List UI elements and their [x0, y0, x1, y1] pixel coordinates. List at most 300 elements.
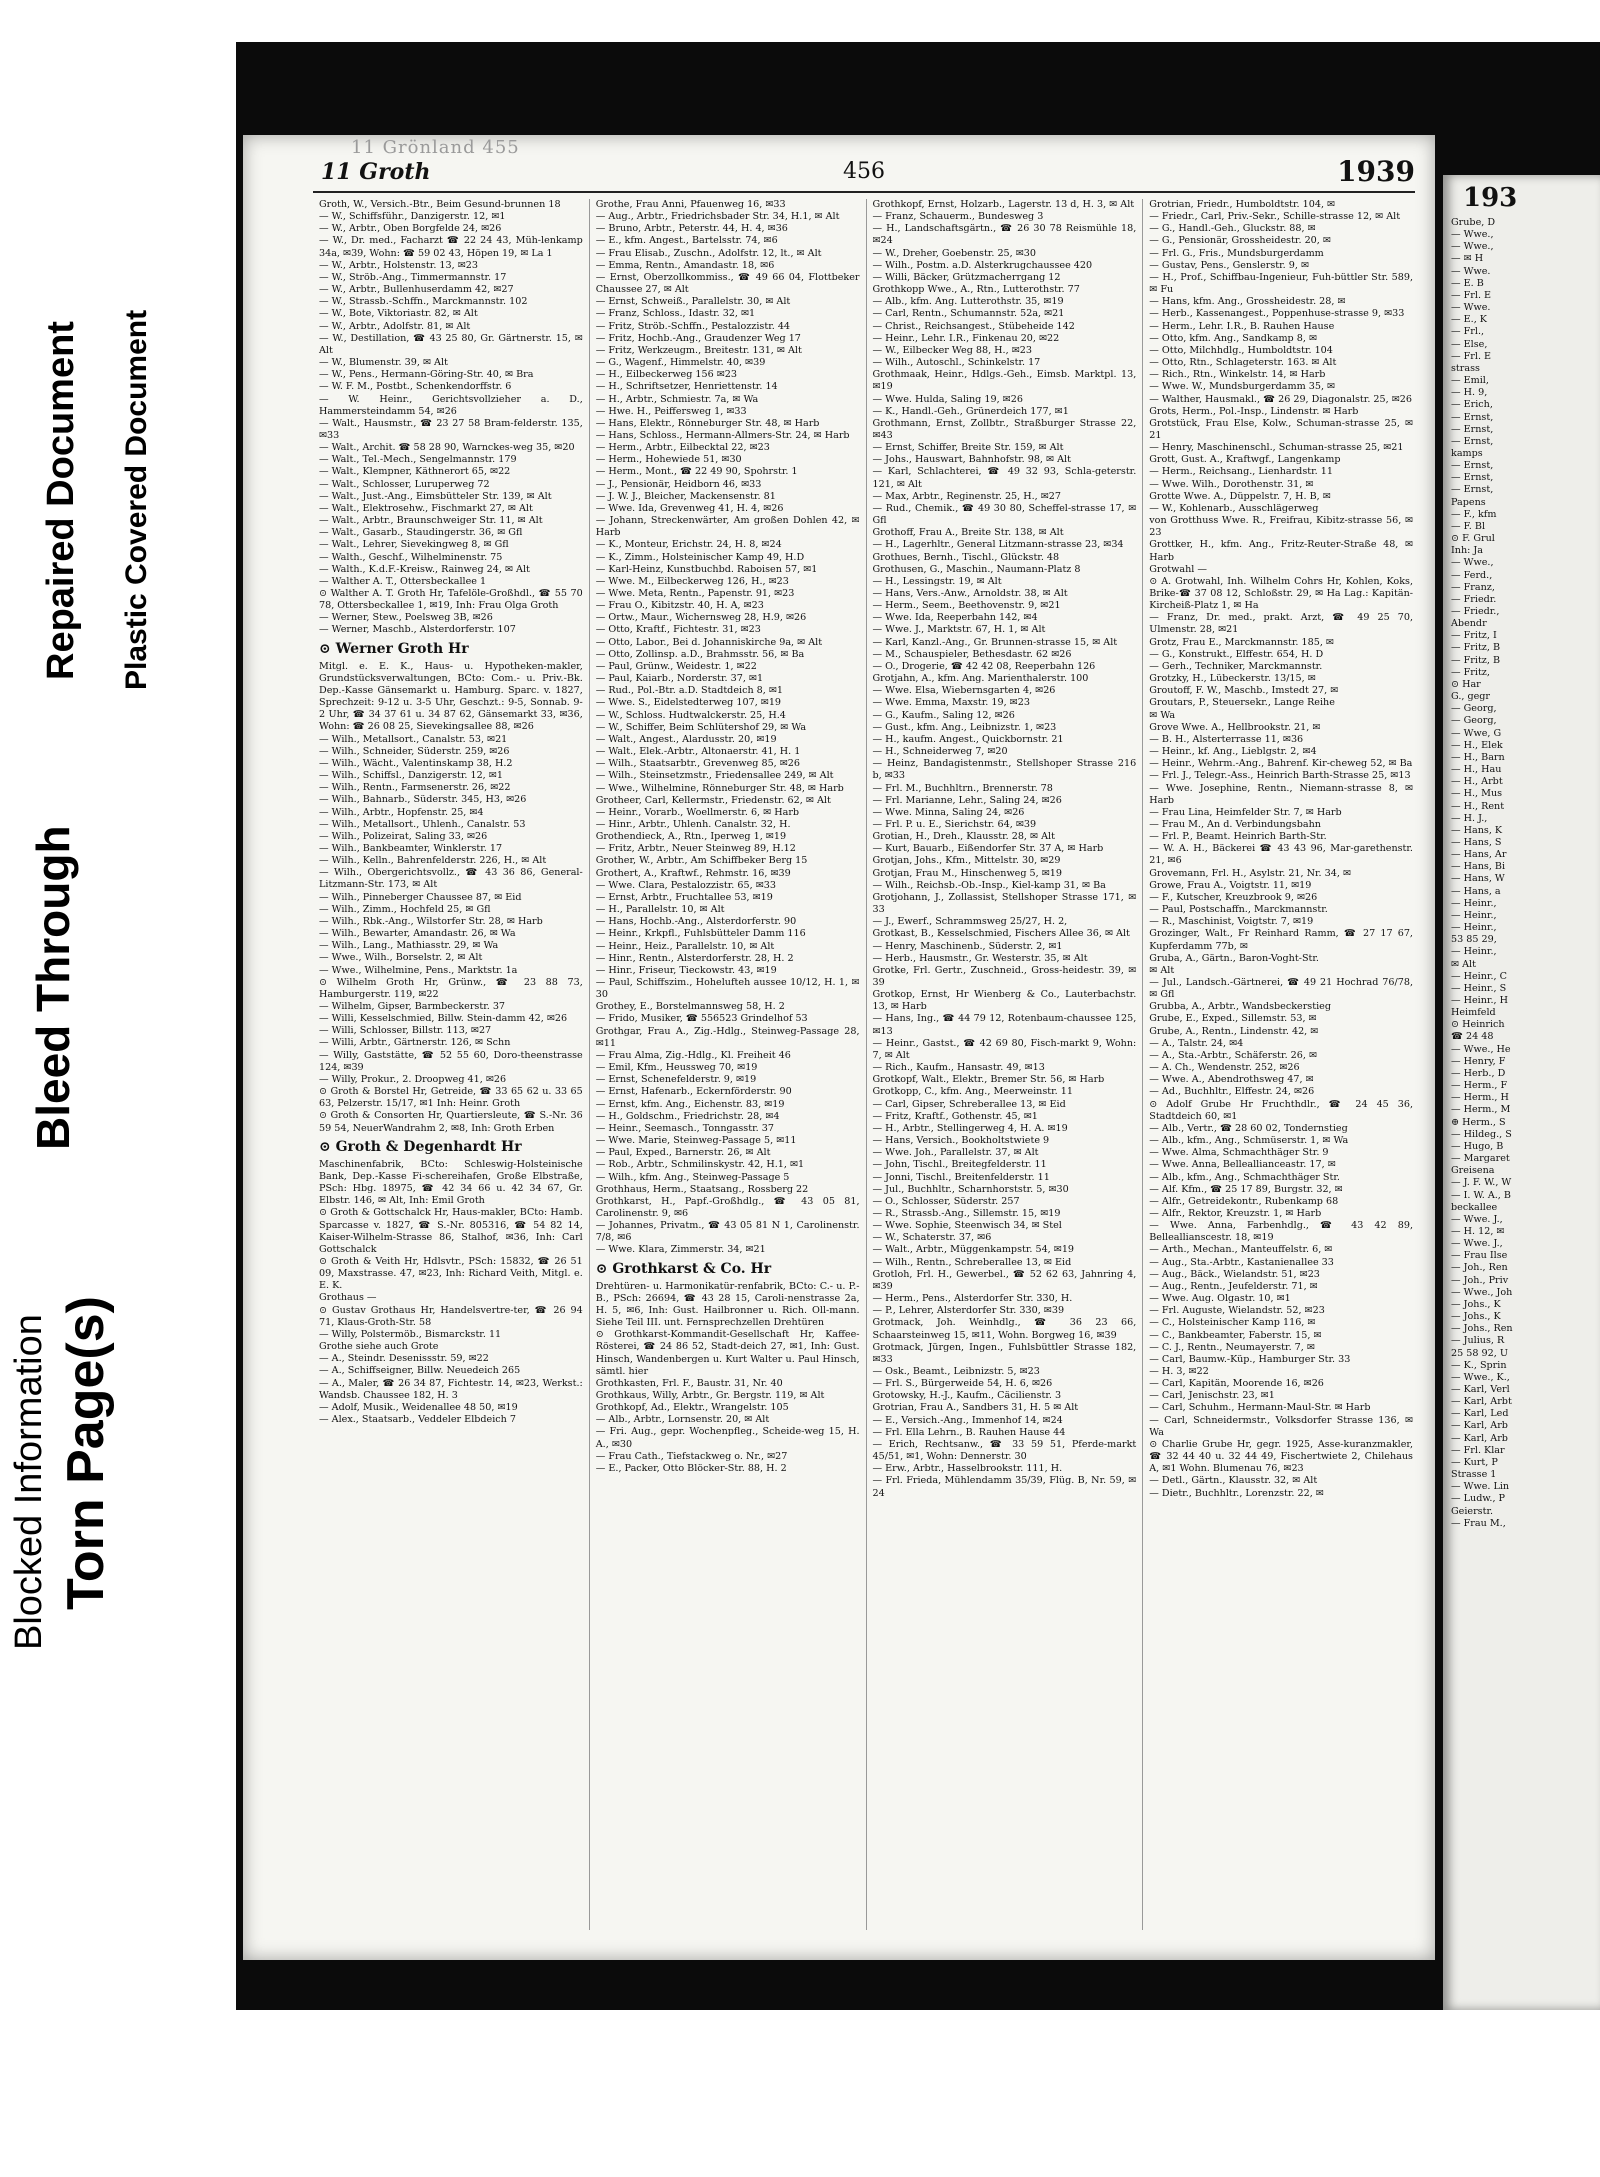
- directory-entry: — Wwe., Wilh., Borselstr. 2, ✉ Alt: [319, 952, 483, 964]
- adjacent-entry-fragment: — Joh., Priv: [1451, 1274, 1509, 1286]
- directory-entry: Grotjan, Frau M., Hinschenweg 5, ✉19: [872, 867, 1062, 879]
- directory-entry: — Alb., kfm., Ang., Schmachthäger Str.: [1149, 1171, 1340, 1183]
- directory-entry: — Franz, Schauerm., Bundesweg 3: [872, 211, 1044, 223]
- adjacent-entry-fragment: — Ernst,: [1451, 435, 1494, 447]
- directory-entry: Grotzky, H., Lübeckerstr. 13/15, ✉: [1149, 673, 1316, 685]
- adjacent-entry-fragment: — H., Hau: [1451, 764, 1502, 776]
- directory-entry: — John, Tischl., Breitegfelderstr. 11: [872, 1159, 1047, 1171]
- adjacent-entry-fragment: — Fritz, B: [1451, 642, 1501, 654]
- directory-entry: — Wwe. Alma, Schmachthäger Str. 9: [1149, 1147, 1329, 1159]
- torn-pages-label: Torn Page(s): [57, 1296, 115, 1610]
- directory-entry: — H., Arbtr., Schmiestr. 7a, ✉ Wa: [595, 393, 759, 405]
- directory-entry: — Bruno, Arbtr., Peterstr. 44, H. 4, ✉36: [595, 223, 788, 235]
- directory-entry: — Hans, Hochb.-Ang., Alsterdorferstr. 90: [595, 916, 797, 928]
- directory-entry: — H., Landschaftsgärtn., ☎ 26 30 78 Reismühle 18, ✉24: [872, 223, 1137, 247]
- directory-entry: — Walther, Hausmakl., ☎ 26 29, Diagonalstr. 25, ✉26: [1149, 393, 1412, 405]
- adjacent-entry-fragment: — Ludw., P: [1451, 1493, 1506, 1505]
- directory-entry: — C., Bankbeamter, Faberstr. 15, ✉: [1149, 1329, 1322, 1341]
- directory-entry: — Walth., K.d.F.-Kreisw., Rainweg 24, ✉ Alt: [319, 563, 530, 575]
- directory-entry: Grotkopf, Walt., Elektr., Bremer Str. 56, ✉ Harb: [872, 1074, 1105, 1086]
- directory-entry: — Heinr., Krkpfl., Fuhlsbütteler Damm 116: [595, 928, 806, 940]
- directory-entry: — Heinr., Wehrm.-Ang., Bahrenf. Kir-cheweg 52, ✉ Ba: [1149, 758, 1413, 770]
- directory-entry: — Fri. Aug., gepr. Wochenpfleg., Scheide-weg 15, H. A., ✉30: [595, 1426, 860, 1450]
- directory-entry: — Herm., Lehr. I.R., B. Rauhen Hause: [1149, 320, 1335, 332]
- adjacent-entry-fragment: — F., kfm: [1451, 508, 1497, 520]
- directory-entry: — Walt., Tel.-Mech., Sengelmannstr. 179: [319, 454, 517, 466]
- directory-entry: — Rich., Rtn., Winkelstr. 14, ✉ Harb: [1149, 369, 1326, 381]
- directory-entry: — Fritz, Kraftf., Gothenstr. 45, ✉1: [872, 1110, 1038, 1122]
- directory-entry: — F., Kutscher, Kreuzbrook 9, ✉26: [1149, 891, 1318, 903]
- directory-entry: — C. J., Rentn., Neumayerstr. 7, ✉: [1149, 1341, 1315, 1353]
- directory-entry: — Franz, Schloss., Idastr. 32, ✉1: [595, 308, 756, 320]
- adjacent-entry-fragment: — Frau Ilse: [1451, 1250, 1508, 1262]
- directory-entry: — Johs., Hauswart, Bahnhofstr. 98, ✉ Alt: [872, 454, 1071, 466]
- directory-entry: — Gust., kfm. Ang., Leibnizstr. 1, ✉23: [872, 721, 1057, 733]
- directory-entry: — W. Heinr., Gerichtsvollzieher a. D., Hammersteindamm 54, ✉26: [319, 393, 583, 417]
- directory-entry: — W. A. H., Bäckerei ☎ 43 43 96, Mar-garethenstr. 21, ✉6: [1149, 843, 1413, 867]
- directory-entry: — Frl. M., Buchhltrn., Brennerstr. 78: [872, 782, 1053, 794]
- adjacent-entry-fragment: — Erich,: [1451, 399, 1493, 411]
- adjacent-entry-fragment: — Frau M.,: [1451, 1517, 1506, 1529]
- directory-entry: — Emma, Rentn., Amandastr. 18, ✉6: [595, 259, 775, 271]
- directory-entry: — Frau Cath., Tiefstackweg o. Nr., ✉27: [595, 1450, 788, 1462]
- directory-entry: — Wwe., Wilhelmine, Pens., Marktstr. 1a: [319, 964, 518, 976]
- directory-entry: — R., Strassb.-Ang., Sillemstr. 15, ✉19: [872, 1207, 1061, 1219]
- directory-entry: — Walt., Hausmstr., ☎ 23 27 58 Bram-felderstr. 135, ✉33: [319, 417, 583, 441]
- adjacent-entry-fragment: — Fritz,: [1451, 666, 1490, 678]
- directory-entry: — A., Schiffseigner, Billw. Neuedeich 265: [319, 1365, 521, 1377]
- directory-entry: Groth, W., Versich.-Btr., Beim Gesund-brunnen 18: [319, 199, 561, 210]
- directory-entry: — Hinr., Arbtr., Uhlenh. Canalstr. 32, H.: [595, 818, 791, 830]
- directory-entry: Grothey, E., Borstelmannsweg 58, H. 2: [595, 1001, 785, 1013]
- directory-entry: — Wwe. Anna, Farbenhdlg., ☎ 43 42 89, Belleallianscestr. 18, ✉19: [1149, 1220, 1413, 1244]
- directory-entry: — Wwe. Aug. Olgastr. 10, ✉1: [1149, 1293, 1291, 1305]
- adjacent-entry-fragment: — Karl, Verl: [1451, 1384, 1510, 1395]
- adjacent-entry-fragment: — Wwe.,: [1451, 557, 1494, 569]
- adjacent-page-header: 193: [1463, 183, 1518, 213]
- directory-entry: — Willi, Kesselschmied, Billw. Stein-damm 42, ✉26: [319, 1013, 568, 1025]
- adjacent-entry-fragment: 53 85 29,: [1451, 934, 1497, 946]
- directory-entry: — Walt., Arbtr., Müggenkampstr. 54, ✉19: [872, 1244, 1075, 1256]
- directory-entry: Grotkop, Ernst, Hr Wienberg & Co., Lauterbachstr. 13, ✉ Harb: [872, 989, 1137, 1013]
- adjacent-entry-fragment: — Heinr.,: [1451, 922, 1497, 934]
- adjacent-entry-fragment: — Joh., Ren: [1451, 1262, 1508, 1274]
- directory-entry: — Walt., Schlosser, Luruperweg 72: [319, 478, 490, 490]
- directory-entry: Grottker, H., kfm. Ang., Fritz-Reuter-Straße 48, ✉ Harb: [1149, 539, 1413, 563]
- directory-entry: — H., Lagerhltr., General Litzmann-strasse 23, ✉34: [872, 539, 1124, 551]
- adjacent-entry-fragment: — Hugo, B: [1451, 1140, 1504, 1152]
- directory-entry: — P., Lehrer, Alsterdorfer Str. 330, ✉39: [872, 1305, 1065, 1317]
- directory-entry: Grothendieck, A., Rtn., Iperweg 1, ✉19: [595, 831, 787, 843]
- adjacent-entry-fragment: — Fritz, I: [1451, 630, 1497, 642]
- directory-entry: — Carl, Schuhm., Hermann-Maul-Str. ✉ Harb: [1149, 1402, 1371, 1414]
- directory-entry: — Alb., kfm. Ang. Lutterothstr. 35, ✉19: [872, 296, 1064, 308]
- directory-entry: — Karl, Schlachterei, ☎ 49 32 93, Schla-geterstr. 121, ✉ Alt: [872, 466, 1137, 490]
- directory-entry: — Wwe. Wilh., Dorothenstr. 31, ✉: [1149, 478, 1314, 490]
- directory-entry: — H. 3, ✉22: [1149, 1366, 1209, 1377]
- adjacent-entry-fragment: ⊙ Heinrich: [1451, 1019, 1505, 1031]
- adjacent-entry-fragment: kamps: [1451, 447, 1483, 459]
- directory-entry: — Ernst, kfm. Ang., Eichenstr. 83, ✉19: [595, 1098, 785, 1110]
- directory-entry: — Rob., Arbtr., Schmilinskystr. 42, H.1, ✉1: [595, 1159, 805, 1171]
- directory-entry: — A., Sta.-Arbtr., Schäferstr. 26, ✉: [1149, 1049, 1318, 1061]
- adjacent-entry-fragment: — Hans, a: [1451, 885, 1501, 897]
- adjacent-entry-fragment: — Karl, Arbt: [1451, 1396, 1512, 1408]
- adjacent-entry-fragment: — Heinr., S: [1451, 982, 1507, 994]
- adjacent-entry-fragment: 25 58 92, U: [1451, 1347, 1508, 1359]
- directory-entry: ✉ Wa: [1149, 709, 1176, 721]
- directory-entry: Grothaus —: [319, 1292, 377, 1304]
- directory-entry: — Wilh., Zimm., Hochfeld 25, ✉ Gfl: [319, 903, 491, 915]
- directory-entry: — Wwe. Joh., Parallelstr. 37, ✉ Alt: [872, 1147, 1039, 1159]
- directory-entry: Grotstück, Frau Else, Kolw., Schuman-strasse 25, ✉21: [1149, 417, 1413, 441]
- adjacent-page-lines: [1443, 217, 1600, 1530]
- directory-entry: — O., Schlosser, Süderstr. 257: [872, 1195, 1020, 1207]
- directory-entry: — Ernst, Oberzollkommiss., ☎ 49 66 04, Flottbeker Chaussee 27, ✉ Alt: [595, 271, 860, 296]
- directory-entry: — Erich, Rechtsanw., ☎ 33 59 51, Pferde-markt 45/51, ✉1, Wohn: Dennerstr. 30: [872, 1438, 1137, 1463]
- directory-entry: — Frau O., Kibitzstr. 40, H. A, ✉23: [595, 600, 764, 612]
- directory-entry: — J., Pensionär, Heidborn 46, ✉33: [595, 478, 762, 490]
- directory-entry: — Walth., Geschf., Wilhelminenstr. 75: [319, 551, 503, 563]
- directory-entry: — Wwe. A., Abendrothsweg 47, ✉: [1149, 1074, 1314, 1086]
- directory-entry: — Frl. S., Bürgerweide 54, H. 6, ✉26: [872, 1378, 1053, 1390]
- directory-entry: — Wilh., Rentn., Schreberallee 13, ✉ Eid: [872, 1256, 1072, 1268]
- adjacent-entry-fragment: Heimfeld: [1451, 1007, 1496, 1019]
- directory-entry: — Alb., Arbtr., Lornsenstr. 20, ✉ Alt: [595, 1414, 770, 1426]
- directory-entry: — H., Parallelstr. 10, ✉ Alt: [595, 904, 725, 916]
- adjacent-entry-fragment: — Henry, F: [1451, 1055, 1506, 1067]
- directory-entry: Grothusen, G., Maschin., Naumann-Platz 8: [872, 563, 1081, 575]
- directory-entry: — H., Arbtr., Stellingerweg 4, H. A. ✉19: [872, 1122, 1068, 1134]
- directory-entry: — Wwe. Clara, Pestalozzistr. 65, ✉33: [595, 879, 776, 891]
- directory-entry: — Frau M., An d. Verbindungsbahn: [1149, 818, 1321, 830]
- directory-entry: — Wwe. Ida, Reeperbahn 142, ✉4: [872, 612, 1038, 624]
- adjacent-entry-fragment: — Franz,: [1451, 581, 1495, 593]
- adjacent-entry-fragment: — Frl. Klar: [1451, 1444, 1505, 1456]
- column-4: [1143, 199, 1419, 1930]
- directory-entry: — Wwe., Wilhelmine, Rönneburger Str. 48, ✉ Harb: [595, 782, 844, 794]
- directory-entry: — Wwe. Minna, Saling 24, ✉26: [872, 806, 1025, 818]
- directory-entry: — Frl. Auguste, Wielandstr. 52, ✉23: [1149, 1305, 1325, 1317]
- directory-entry: — Fritz, Werkzeugm., Breitestr. 131, ✉ Alt: [595, 344, 802, 356]
- page-header: [313, 157, 1415, 193]
- directory-entry: Grotowsky, H.-J., Kaufm., Cäcilienstr. 3: [872, 1390, 1062, 1402]
- directory-entry: — A., Maler, ☎ 26 34 87, Fichtestr. 14, ✉23, Werkst.: Wandsb. Chaussee 182, H. 3: [319, 1377, 583, 1401]
- adjacent-entry-fragment: — Friedr.,: [1451, 606, 1500, 617]
- directory-entry: — Wilh., Schiffsl., Danzigerstr. 12, ✉1: [319, 770, 503, 782]
- adjacent-entry-fragment: — Karl, Arb: [1451, 1420, 1508, 1432]
- adjacent-entry-fragment: — Hans, Ar: [1451, 849, 1507, 861]
- adjacent-entry-fragment: — H. J.,: [1451, 812, 1488, 824]
- directory-entry: Grubba, A., Arbtr., Wandsbeckerstieg: [1149, 1001, 1331, 1013]
- directory-entry: Grove Wwe. A., Hellbrookstr. 21, ✉: [1149, 721, 1321, 733]
- directory-entry: ⊙ Groth & Degenhardt Hr: [319, 1138, 522, 1155]
- directory-entry: Grotjan, Johs., Kfm., Mittelstr. 30, ✉29: [872, 855, 1061, 867]
- directory-entry: — Alb., Vertr., ☎ 28 60 02, Tondernstieg: [1149, 1122, 1348, 1134]
- directory-entry: Grotke, Frl. Gertr., Zuschneid., Gross-heidestr. 39, ✉39: [872, 964, 1137, 988]
- adjacent-entry-fragment: — Hildeg., S: [1451, 1128, 1512, 1140]
- directory-entry: — Alf. Kfm., ☎ 25 17 89, Burgstr. 32, ✉: [1149, 1183, 1343, 1195]
- directory-entry: von Grotthuss Wwe. R., Freifrau, Kibitz-strasse 56, ✉23: [1149, 515, 1413, 539]
- directory-entry: — Herb., Hausmstr., Gr. Westerstr. 35, ✉ Alt: [872, 952, 1088, 964]
- adjacent-entry-fragment: — Frl. E: [1451, 289, 1492, 301]
- directory-entry: — Herb., Kassenangest., Poppenhuse-strasse 9, ✉33: [1149, 308, 1405, 320]
- directory-entry: Grotmack, Joh. Weinhdlg., ☎ 36 23 66, Schaarsteinweg 15, ✉11, Wohn. Borgweg 16, ✉39: [872, 1317, 1137, 1341]
- directory-entry: — Gustav, Pens., Genslerstr. 9, ✉: [1149, 259, 1309, 271]
- directory-entry: Drehtüren- u. Harmonikatür-renfabrik, BCto: C.- u. P.-B., PSch: 26694, ☎ 43 28 15, Caroli-nenstrasse 2a, H. 5, ✉6, Inh: Gust. Hailbronner u. Rich. Oll-mann. Siehe Teil III. unt. Fernsprechzellen Drehtüren: [595, 1280, 860, 1329]
- directory-entry: Gruba, A., Gärtn., Baron-Voght-Str.: [1149, 952, 1319, 964]
- directory-entry: — W., Schloss. Hudtwalckerstr. 25, H.4: [595, 709, 786, 721]
- directory-entry: Grothhaus, Herm., Staatsang., Rossberg 22: [595, 1183, 809, 1195]
- directory-entry: — Wilh., Polizeirat, Saling 33, ✉26: [319, 830, 488, 842]
- directory-entry: — O., Drogerie, ☎ 42 42 08, Reeperbahn 126: [872, 660, 1096, 672]
- directory-entry: Groutars, P., Steuersekr., Lange Reihe: [1149, 697, 1335, 709]
- directory-entry: — W., Ströb.-Ang., Timmermannstr. 17: [319, 271, 507, 283]
- directory-entry: — Herm., Hohewiede 51, ✉30: [595, 454, 742, 466]
- directory-entry: Grotian, H., Dreh., Klausstr. 28, ✉ Alt: [872, 831, 1055, 843]
- directory-entry: — Gerh., Techniker, Marckmannstr.: [1149, 660, 1323, 672]
- directory-entry: Grothkasten, Frl. F., Baustr. 31, Nr. 40: [595, 1377, 783, 1389]
- header-year: 1939: [1337, 155, 1415, 188]
- blocked-information-label: Blocked Information: [8, 1314, 50, 1650]
- directory-entry: — Osk., Beamt., Leibnizstr. 5, ✉23: [872, 1366, 1040, 1377]
- adjacent-entry-fragment: — I. W. A., B: [1451, 1189, 1511, 1201]
- directory-entry: — Arth., Mechan., Manteuffelstr. 6, ✉: [1149, 1244, 1333, 1256]
- directory-entry: — Hans, kfm. Ang., Grossheidestr. 28, ✉: [1149, 296, 1346, 308]
- directory-entry: — Hinr., Rentn., Alsterdorferstr. 28, H. 2: [595, 952, 794, 964]
- adjacent-entry-fragment: ⊙ Har: [1451, 678, 1481, 690]
- adjacent-entry-fragment: Inh: Ja: [1451, 545, 1483, 557]
- directory-entry: Grovemann, Frl. H., Asylstr. 21, Nr. 34, ✉: [1149, 867, 1351, 879]
- directory-entry: — Wilh., Bewarter, Amandastr. 26, ✉ Wa: [319, 928, 516, 940]
- directory-entry: — K., Monteur, Erichstr. 24, H. 8, ✉24: [595, 539, 782, 551]
- directory-entry: — Heinr., kf. Ang., Lieblgstr. 2, ✉4: [1149, 746, 1317, 758]
- adjacent-entry-fragment: — Herm., F: [1451, 1080, 1508, 1092]
- directory-entry: — Carl, Kapitän, Moorende 16, ✉26: [1149, 1378, 1324, 1390]
- directory-entry: — Hans, Versich., Bookholtstwiete 9: [872, 1135, 1050, 1147]
- directory-entry: Grothkaus, Willy, Arbtr., Gr. Bergstr. 119, ✉ Alt: [595, 1390, 825, 1401]
- directory-entry: — W., Dr. med., Facharzt ☎ 22 24 43, Müh-lenkamp 34a, ✉39, Wohn: ☎ 59 02 43, Höpen 19, ✉ La 1: [319, 235, 583, 259]
- page-number: 456: [843, 159, 885, 184]
- adjacent-entry-fragment: — Heinr.,: [1451, 909, 1497, 921]
- adjacent-entry-fragment: — H. 9,: [1451, 387, 1488, 399]
- adjacent-entry-fragment: — Hans, Bi: [1451, 861, 1506, 873]
- directory-entry: Grotz, Frau E., Marckmannstr. 185, ✉: [1149, 636, 1334, 648]
- adjacent-entry-fragment: strass: [1451, 362, 1480, 374]
- directory-entry: — Wilh., Rentn., Farmsenerstr. 26, ✉22: [319, 782, 511, 794]
- directory-entry: — Heinr., Lehr. I.R., Finkenau 20, ✉22: [872, 332, 1060, 344]
- directory-entry: — Henry, Maschinenschl., Schuman-strasse 25, ✉21: [1149, 442, 1404, 454]
- directory-entry: — Frido, Musiker, ☎ 556523 Grindelhof 53: [595, 1013, 808, 1025]
- directory-entry: Maschinenfabrik, BCto: Schleswig-Holsteinische Bank, Dep.-Kasse Fi-schereihafen, Große Elbstraße, PSch: Hbg. 18975, ☎ 42 34 66 u. 42 34 67, Gr. Elbstr. 146, ✉ Alt, Inh: Emil Groth: [319, 1158, 583, 1207]
- directory-entry: — Wwe. Josephine, Rentn., Niemann-strasse 8, ✉ Harb: [1149, 782, 1413, 806]
- adjacent-entry-fragment: — Herm., M: [1451, 1104, 1511, 1116]
- directory-entry: Grothkarst, H., Papf.-Großhdlg., ☎ 43 05 81, Carolinenstr. 9, ✉6: [595, 1195, 860, 1219]
- directory-entry: — Heinr., Heiz., Parallelstr. 10, ✉ Alt: [595, 940, 775, 952]
- directory-entry: — Walt., Archit. ☎ 58 28 90, Warnckes-weg 35, ✉20: [319, 442, 575, 454]
- directory-entry: — Aug., Bäck., Wielandstr. 51, ✉23: [1149, 1268, 1320, 1280]
- directory-entry: — Wilh., Pinneberger Chaussee 87, ✉ Eid: [319, 891, 522, 903]
- directory-entry: — Walt., Angest., Alardusstr. 20, ✉19: [595, 733, 777, 745]
- adjacent-entry-fragment: ✉ Alt: [1451, 958, 1476, 970]
- directory-entry: — Herm., Mont., ☎ 22 49 90, Spohrstr. 1: [595, 466, 798, 478]
- directory-entry: Grozinger, Walt., Fr Reinhard Ramm, ☎ 27 17 67, Kupferdamm 77b, ✉: [1149, 928, 1413, 952]
- directory-entry: Grotmack, Jürgen, Ingen., Fuhlsbüttler Strasse 182, ✉33: [872, 1341, 1137, 1365]
- directory-entry: — H., kaufm. Angest., Quickbornstr. 21: [872, 733, 1064, 745]
- plastic-covered-document-label: Plastic Covered Document: [120, 309, 153, 690]
- directory-entry: — Hans, Vers.-Anw., Arnoldstr. 38, ✉ Alt: [872, 588, 1068, 599]
- directory-entry: — Wilh., kfm. Ang., Steinweg-Passage 5: [595, 1171, 790, 1183]
- directory-entry: — Fritz, Ströb.-Schffn., Pestalozzistr. 44: [595, 320, 791, 332]
- directory-entry: — Friedr., Carl, Priv.-Sekr., Schille-strasse 12, ✉ Alt: [1149, 211, 1401, 223]
- directory-entry: — Heinr., Vorarb., Woellmerstr. 6, ✉ Harb: [595, 806, 800, 818]
- directory-entry: Grotrian, Friedr., Humboldtstr. 104, ✉: [1149, 199, 1336, 210]
- directory-entry: — Wwe. Ida, Grevenweg 41, H. 4, ✉26: [595, 502, 784, 514]
- directory-entry: ⊙ Grothkarst & Co. Hr: [595, 1260, 772, 1277]
- directory-entry: — Wilh., Metallsort., Canalstr. 53, ✉21: [319, 733, 508, 745]
- directory-entry: — E., Versich.-Ang., Immenhof 14, ✉24: [872, 1414, 1063, 1426]
- adjacent-entry-fragment: — Ernst,: [1451, 484, 1494, 496]
- adjacent-entry-fragment: — Wwe.,: [1451, 229, 1494, 241]
- directory-entry: — Wilh., Staatsarbtr., Grevenweg 85, ✉26: [595, 758, 801, 770]
- adjacent-entry-fragment: — Wwe, G: [1451, 727, 1502, 739]
- header-section: 11 Groth: [321, 159, 431, 185]
- directory-entry: Grothe, Frau Anni, Pfauenweg 16, ✉33: [595, 199, 786, 210]
- directory-entry: — Rud., Chemik., ☎ 49 30 80, Scheffel-strasse 17, ✉ Gfl: [872, 502, 1137, 527]
- directory-entry: Grotte Wwe. A., Düppelstr. 7, H. B, ✉: [1149, 490, 1331, 502]
- directory-entry: — Fritz, Hochb.-Ang., Graudenzer Weg 17: [595, 332, 801, 344]
- directory-entry: Grotjahn, A., kfm. Ang. Marienthalerstr. 100: [872, 673, 1089, 685]
- directory-entry: — W., Arbtr., Adolfstr. 81, ✉ Alt: [319, 320, 471, 332]
- directory-entry: — W., Kohlenarb., Ausschlägerweg: [1149, 502, 1319, 514]
- directory-entry: Grotwahl —: [1149, 563, 1207, 575]
- directory-entry: — Herm., Arbtr., Eilbecktal 22, ✉23: [595, 442, 770, 454]
- directory-entry: Grotkopp, C., kfm. Ang., Meerweinstr. 11: [872, 1086, 1073, 1098]
- adjacent-entry-fragment: — Wwe.: [1451, 265, 1491, 277]
- directory-entry: — Walther A. T., Ottersbeckallee 1: [319, 575, 487, 587]
- directory-entry: — Frl. P., Beamt. Heinrich Barth-Str.: [1149, 831, 1327, 843]
- directory-entry: — Wwe. J., Marktstr. 67, H. 1, ✉ Alt: [872, 624, 1046, 636]
- column-3: [867, 199, 1144, 1930]
- directory-entry: — W., Arbtr., Oben Borgfelde 24, ✉26: [319, 223, 502, 235]
- directory-entry: — W., Schiffer, Beim Schlütershof 29, ✉ Wa: [595, 721, 807, 733]
- directory-entry: Grotloh, Frl. H., Gewerbel., ☎ 52 62 63, Jahnring 4, ✉39: [872, 1268, 1137, 1292]
- adjacent-entry-fragment: — Heinr., H: [1451, 995, 1508, 1006]
- adjacent-entry-fragment: — Julius, R: [1451, 1335, 1505, 1347]
- directory-entry: — Frau Elisab., Zuschn., Adolfstr. 12, lt., ✉ Alt: [595, 247, 822, 259]
- adjacent-entry-fragment: ⊙ F. Grul: [1451, 533, 1495, 545]
- directory-entry: — W., Strassb.-Schffn., Marckmannstr. 102: [319, 296, 528, 308]
- directory-entry: — Alex., Staatsarb., Veddeler Elbdeich 7: [319, 1414, 516, 1425]
- adjacent-entry-fragment: — H., Mus: [1451, 788, 1503, 800]
- directory-entry: — Rich., Kaufm., Hansastr. 49, ✉13: [872, 1062, 1045, 1074]
- directory-entry: — J., Ewerf., Schrammsweg 25/27, H. 2,: [872, 916, 1068, 928]
- directory-entry: — Wwe. Sophie, Steenwisch 34, ✉ Stel: [872, 1220, 1062, 1232]
- directory-entry: — Willi, Bäcker, Grützmacherrgang 12: [872, 271, 1061, 283]
- directory-entry: — H., Eilbeckerweg 156 ✉23: [595, 369, 738, 381]
- directory-entry: — Henry, Maschinenb., Süderstr. 2, ✉1: [872, 940, 1063, 952]
- directory-entry: — R., Maschinist, Voigtstr. 7, ✉19: [1149, 916, 1314, 928]
- adjacent-entry-fragment: — Fritz, B: [1451, 654, 1501, 666]
- directory-entry: — Walt., Klempner, Käthnerort 65, ✉22: [319, 466, 511, 478]
- adjacent-entry-fragment: — Johs., Ren: [1451, 1323, 1513, 1335]
- directory-entry: — Frl. Frieda, Mühlendamm 35/39, Flüg. B, Nr. 59, ✉24: [872, 1475, 1137, 1499]
- directory-entry: — Walt., Just.-Ang., Eimsbütteler Str. 139, ✉ Alt: [319, 490, 552, 502]
- adjacent-entry-fragment: — Ferd.,: [1451, 569, 1493, 581]
- directory-entry: — W., Eilbecker Weg 88, H., ✉23: [872, 344, 1032, 356]
- directory-entry: ⊙ Groth & Borstel Hr, Getreide, ☎ 33 65 62 u. 33 65 63, Pelzerstr. 15/17, ✉1 Inh: Heinr. Groth: [319, 1086, 583, 1110]
- adjacent-entry-fragment: — Herb., D: [1451, 1067, 1506, 1079]
- adjacent-entry-fragment: — Wwe.: [1451, 302, 1491, 314]
- directory-entry: — Wilh., Reichsb.-Ob.-Insp., Kiel-kamp 31, ✉ Ba: [872, 879, 1106, 891]
- adjacent-entry-fragment: — Heinr., C: [1451, 970, 1507, 982]
- directory-entry: — Carl, Schneidermstr., Volksdorfer Strasse 136, ✉ Wa: [1149, 1414, 1413, 1438]
- adjacent-entry-fragment: — Ernst,: [1451, 411, 1494, 423]
- directory-entry: — B. H., Alsterterrasse 11, ✉36: [1149, 733, 1304, 745]
- directory-entry: — Erw., Arbtr., Hasselbrookstr. 111, H.: [872, 1463, 1063, 1475]
- directory-entry: — Wwe. S., Eidelstedterweg 107, ✉19: [595, 697, 782, 709]
- adjacent-entry-fragment: — Ernst,: [1451, 472, 1494, 484]
- scan-top-margin: [0, 0, 1600, 42]
- adjacent-entry-fragment: — J. F. W., W: [1451, 1177, 1512, 1189]
- adjacent-entry-fragment: Abendr: [1451, 618, 1487, 630]
- directory-entry: — Werner, Maschb., Alsterdorferstr. 107: [319, 624, 516, 636]
- adjacent-page-edge: [1443, 175, 1600, 2010]
- directory-entry: Grothkopf, Ernst, Holzarb., Lagerstr. 13 d, H. 3, ✉ Alt: [872, 199, 1135, 210]
- adjacent-entry-fragment: — Wwe., Joh: [1451, 1286, 1513, 1298]
- directory-entry: — Frl. J., Telegr.-Ass., Heinrich Barth-Strasse 25, ✉13: [1149, 770, 1411, 782]
- directory-entry: — Frl. G., Fris., Mundsburgerdamm: [1149, 247, 1324, 259]
- directory-entry: — Alb., kfm., Ang., Schmüserstr. 1, ✉ Wa: [1149, 1135, 1349, 1147]
- directory-entry: — Alfr., Getreidekontr., Rubenkamp 68: [1149, 1195, 1339, 1207]
- directory-entry: — Carl, Rentn., Schumannstr. 52a, ✉21: [872, 308, 1065, 320]
- scan-bottom-margin: [0, 2010, 1600, 2177]
- directory-columns: [313, 199, 1419, 1930]
- directory-entry: — Frau Lina, Heimfelder Str. 7, ✉ Harb: [1149, 806, 1342, 818]
- directory-entry: — Otto, Milchhdlg., Humboldtstr. 104: [1149, 344, 1333, 356]
- adjacent-entry-fragment: — K., Sprin: [1451, 1359, 1507, 1371]
- scan-annotation-margin: [0, 0, 240, 2177]
- directory-entry: Mitgl. e. E. K., Haus- u. Hypotheken-makler, Grundstücksverwaltungen, BCto: Com.- u. Priv.-Bk. Dep.-Kasse Gänsemarkt u. Hamburg. Sparc. v. 1827, Sprechzeit: 9-12 u. 3-5 Uhr, Geschzt.: 9-5, Sonnab. 9-2 Uhr, ☎ 34 37 61 u. 34 87 62, Gänsemarkt 33, ✉36, Wohn: ☎ 26 08 25, Sievekingsallee 88, ✉26: [319, 660, 583, 733]
- directory-entry: — Paul, Schiffszim., Hohelufteh aussee 10/12, H. 1, ✉30: [595, 977, 860, 1001]
- directory-page: [243, 135, 1435, 1960]
- directory-entry: — Walt., Lehrer, Sievekingweg 8, ✉ Gfl: [319, 539, 509, 551]
- directory-entry: — C., Holsteinischer Kamp 116, ✉: [1149, 1317, 1316, 1329]
- directory-entry: — Willy, Prokur., 2. Droopweg 41, ✉26: [319, 1073, 507, 1085]
- directory-entry: ⊙ Gustav Grothaus Hr, Handelsvertre-ter, ☎ 26 94 71, Klaus-Groth-Str. 58: [319, 1304, 583, 1328]
- directory-entry: — Wilh., Bankbeamter, Winklerstr. 17: [319, 842, 503, 854]
- directory-entry: — Otto, Rtn., Schlageterstr. 163. ✉ Alt: [1149, 357, 1337, 369]
- directory-entry: — Ernst, Hafenarb., Eckernförderstr. 90: [595, 1086, 792, 1098]
- directory-entry: — K., Zimm., Holsteinischer Kamp 49, H.D: [595, 551, 805, 563]
- directory-entry: — Heinz, Bandagistenmstr., Stellshoper Strasse 216 b, ✉33: [872, 758, 1137, 782]
- adjacent-entry-fragment: — ✉ H: [1451, 253, 1484, 265]
- adjacent-entry-fragment: — Wwe. J.,: [1451, 1213, 1503, 1225]
- directory-entry: Grotkast, B., Kesselschmied, Fischers Allee 36, ✉ Alt: [872, 928, 1130, 940]
- directory-entry: — Heinr., Seemasch., Tonngasstr. 37: [595, 1122, 774, 1134]
- directory-entry: ⊙ Werner Groth Hr: [319, 640, 469, 657]
- directory-entry: — Christ., Reichsangest., Stübeheide 142: [872, 320, 1075, 332]
- repaired-document-label: Repaired Document: [40, 321, 82, 680]
- directory-entry: Groutoff, F. W., Maschb., Imstedt 27, ✉: [1149, 685, 1339, 697]
- directory-entry: — Herm., Seem., Beethovenstr. 9, ✉21: [872, 600, 1061, 612]
- adjacent-entry-fragment: — Georg,: [1451, 715, 1497, 727]
- directory-entry: — Wilh., Obergerichtsvollz., ☎ 43 36 86, General-Litzmann-Str. 173, ✉ Alt: [319, 867, 583, 891]
- directory-entry: — Wilh., Bahnarb., Süderstr. 345, H3, ✉26: [319, 794, 527, 806]
- directory-entry: — Ernst, Schenefelderstr. 9, ✉19: [595, 1074, 757, 1086]
- adjacent-entry-fragment: — Herm., H: [1451, 1092, 1509, 1104]
- adjacent-entry-fragment: — Friedr.: [1451, 593, 1497, 605]
